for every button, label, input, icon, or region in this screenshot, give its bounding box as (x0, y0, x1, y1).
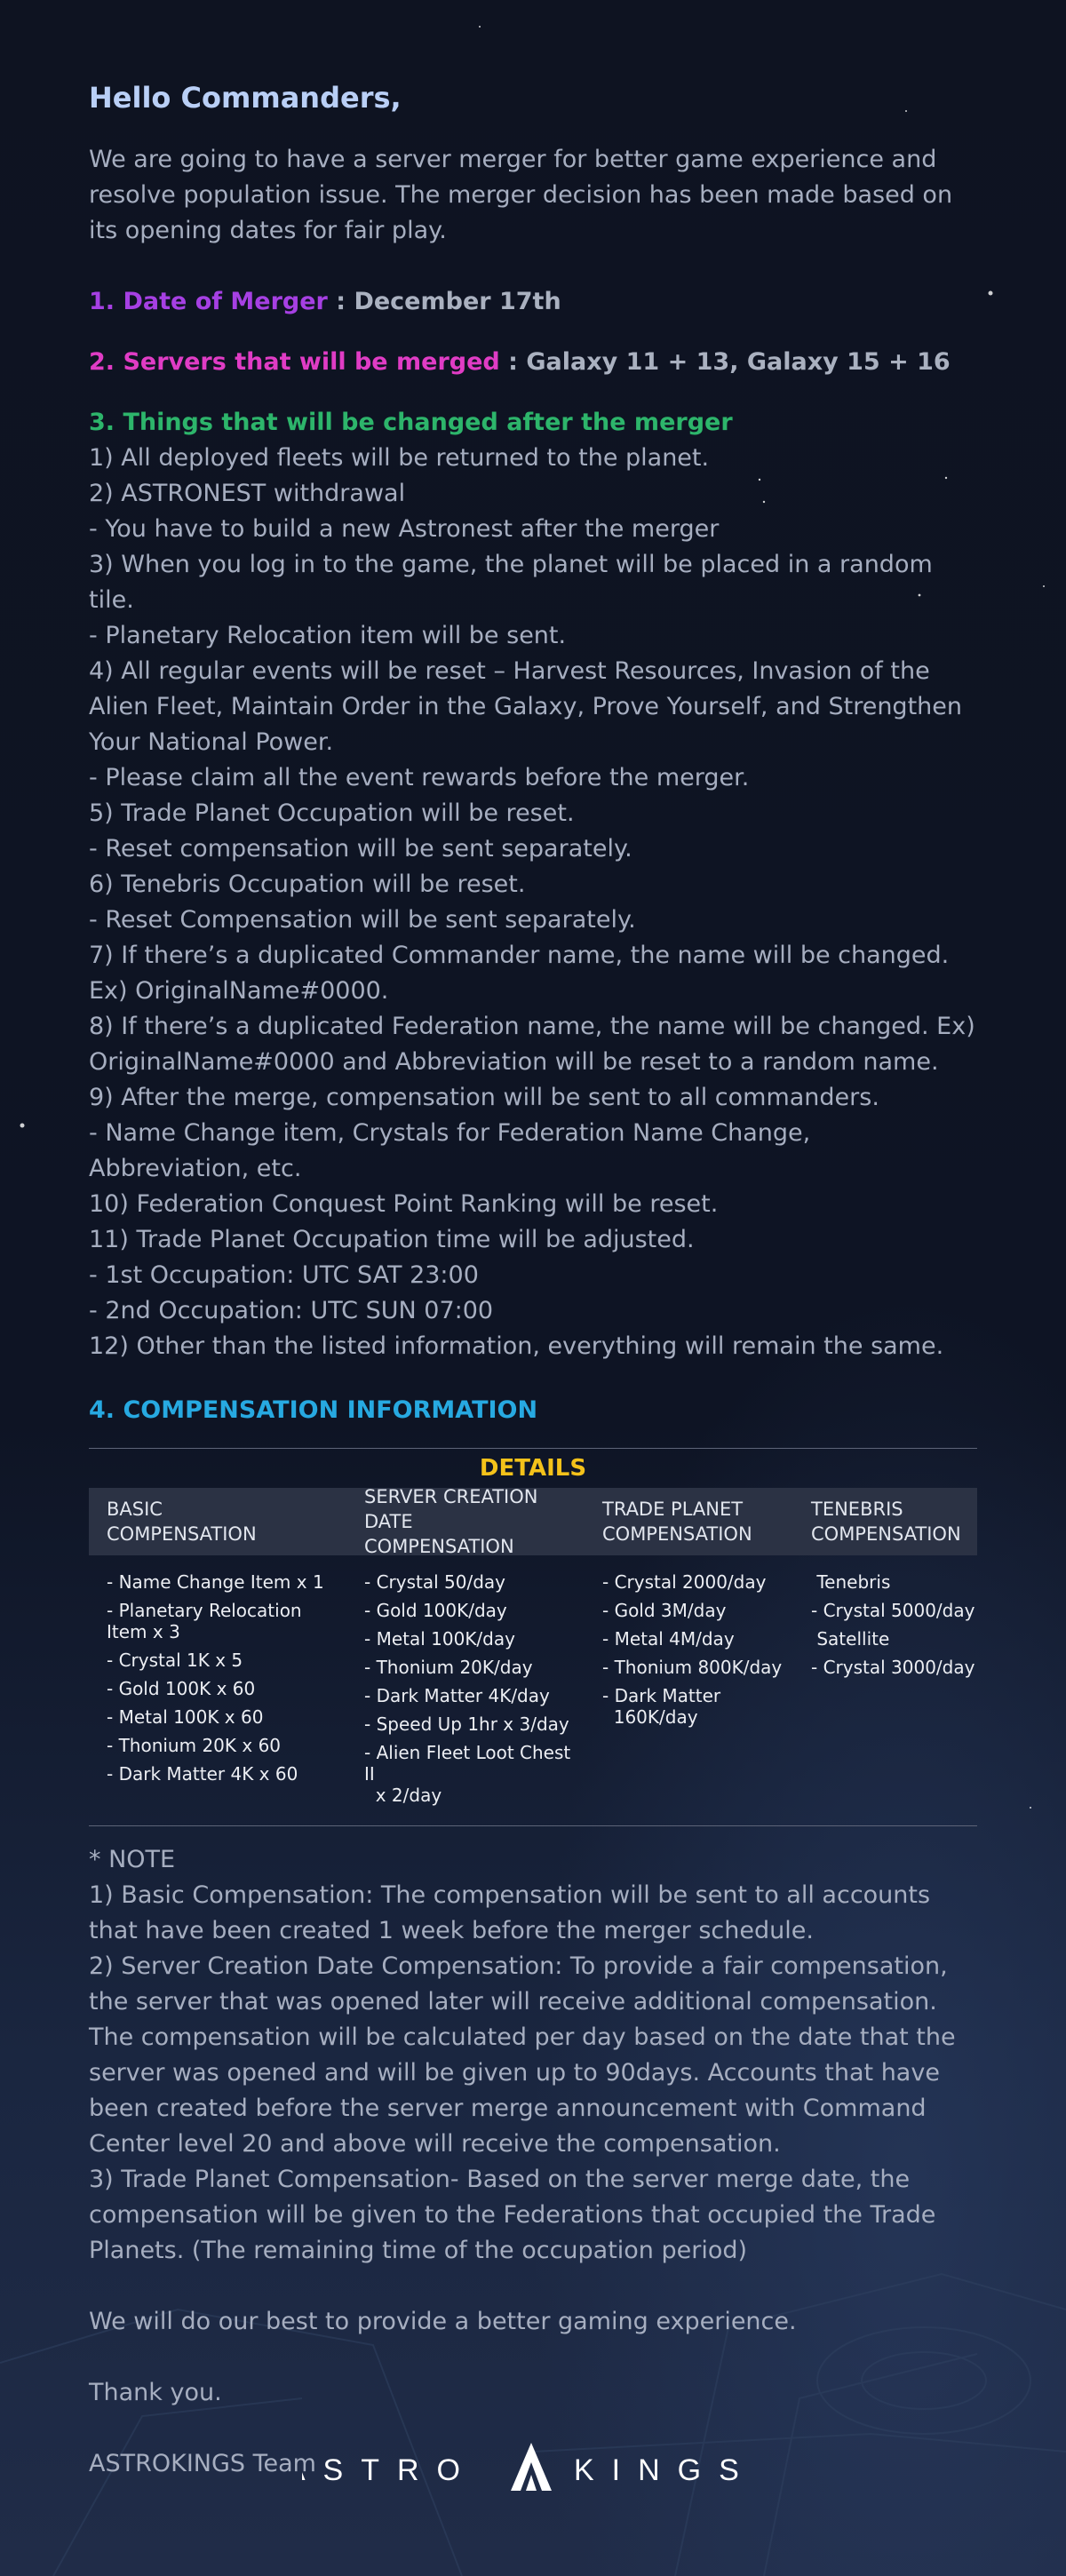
change-item: - Name Change item, Crystals for Federation Name Change, Abbreviation, etc. (89, 1119, 811, 1182)
compensation-item: - Metal 4M/day (602, 1628, 735, 1650)
change-item: 12) Other than the listed information, everything will remain the same. (89, 1332, 944, 1360)
compensation-table (89, 1448, 977, 1826)
compensation-item: Tenebris (811, 1571, 891, 1593)
closing-line: We will do our best to provide a better gaming experience. (89, 2308, 797, 2335)
compensation-item: - Metal 100K/day (364, 1628, 515, 1650)
thanks-line: Thank you. (89, 2379, 222, 2406)
merged-servers-line (89, 345, 977, 380)
change-item: - Reset Compensation will be sent separately. (89, 906, 636, 934)
change-item: 4) All regular events will be reset – Harvest Resources, Invasion of the Alien Fleet, Maintain Order in the Galaxy, Prove Yourself, and Strengthen Your National Power. (89, 657, 962, 756)
compensation-item: - Gold 100K x 60 (107, 1678, 256, 1699)
column-basic (89, 1571, 346, 1813)
merged-servers-value: Galaxy 11 + 13, Galaxy 15 + 16 (526, 348, 951, 376)
compensation-item: - Speed Up 1hr x 3/day (364, 1713, 569, 1735)
compensation-item: Satellite (811, 1628, 890, 1650)
change-item: 5) Trade Planet Occupation will be reset. (89, 799, 575, 827)
change-item: 8) If there’s a duplicated Federation name, the name will be changed. Ex) OriginalName#0000 and Abbreviation will be reset to a random name. (89, 1013, 975, 1076)
signature-line: ASTROKINGS Team (89, 2450, 316, 2477)
changes-list (89, 441, 977, 1364)
header-trade-planet: TRADE PLANET COMPENSATION (602, 1499, 752, 1545)
note-item: 1) Basic Compensation: The compensation will be sent to all accounts that have been created 1 week before the merger schedule. (89, 1881, 931, 1944)
change-item: 10) Federation Conquest Point Ranking will be reset. (89, 1190, 719, 1218)
compensation-item: - Thonium 20K x 60 (107, 1735, 282, 1756)
astrokings-logo (0, 2432, 1066, 2507)
compensation-item: - Alien Fleet Loot Chest II x 2/day (364, 1742, 571, 1806)
change-item: 9) After the merge, compensation will be sent to all commanders. (89, 1084, 879, 1111)
change-item: - Planetary Relocation item will be sent. (89, 622, 567, 649)
change-item: 6) Tenebris Occupation will be reset. (89, 871, 526, 898)
change-item: 1) All deployed fleets will be returned to the planet. (89, 444, 710, 472)
header-server-creation: SERVER CREATION DATE COMPENSATION (364, 1486, 538, 1557)
compensation-item: - Crystal 50/day (364, 1571, 506, 1593)
table-title: DETAILS (479, 1455, 587, 1482)
announcement (89, 80, 977, 2482)
note-item: 2) Server Creation Date Compensation: To provide a fair compensation, the server that was opened later will receive additional compensation. The compensation will be calculated per day based on the date that the server was opened and will be given up to 90days. Accounts that have been created before the server merge announcement with Command Center level 20 and above will receive the compensation. (89, 1952, 956, 2158)
compensation-item: - Gold 100K/day (364, 1600, 507, 1621)
table-body (89, 1555, 977, 1825)
compensation-item: - Planetary Relocation Item x 3 (107, 1600, 307, 1642)
change-item: - Please claim all the event rewards before the merger. (89, 764, 750, 791)
header-tenebris: TENEBRIS COMPENSATION (811, 1499, 961, 1545)
compensation-item: - Metal 100K x 60 (107, 1706, 264, 1728)
compensation-item: - Crystal 1K x 5 (107, 1650, 243, 1671)
compensation-item: - Dark Matter 4K/day (364, 1685, 550, 1706)
logo-flame-icon (526, 2475, 537, 2491)
column-tenebris (793, 1571, 977, 1813)
intro-paragraph: We are going to have a server merger for better game experience and resolve population issue. The merger decision has been made based on its opening dates for fair play. (89, 146, 953, 244)
column-trade-planet (585, 1571, 793, 1813)
compensation-item: - Name Change Item x 1 (107, 1571, 324, 1593)
compensation-item: - Dark Matter 160K/day (602, 1685, 721, 1728)
header-basic: BASIC COMPENSATION (107, 1499, 257, 1545)
change-item: 2) ASTRONEST withdrawal (89, 480, 406, 507)
change-item: - 2nd Occupation: UTC SUN 07:00 (89, 1297, 494, 1324)
note-heading: * NOTE (89, 1846, 176, 1873)
compensation-item: - Thonium 800K/day (602, 1657, 783, 1678)
table-header-row (89, 1488, 977, 1555)
merger-date-line (89, 284, 977, 320)
merged-servers-separator: : (499, 348, 527, 376)
change-item: 3) When you log in to the game, the planet will be placed in a random tile. (89, 551, 933, 614)
merger-date-label: 1. Date of Merger (89, 288, 328, 315)
note-item: 3) Trade Planet Compensation- Based on the server merge date, the compensation will be given to the Federations that occupied the Trade Planets. (The remaining time of the occupation period) (89, 2166, 936, 2264)
compensation-item: - Dark Matter 4K x 60 (107, 1763, 298, 1785)
logo-text-left: ASTRO (302, 2453, 478, 2487)
notes-section (89, 1842, 977, 2269)
changes-heading: 3. Things that will be changed after the merger (89, 409, 733, 436)
merged-servers-label: 2. Servers that will be merged (89, 348, 500, 376)
compensation-item: - Crystal 2000/day (602, 1571, 767, 1593)
merger-date-value: December 17th (354, 288, 561, 315)
logo-text-right: KINGS (574, 2453, 757, 2487)
change-item: - Reset compensation will be sent separately. (89, 835, 632, 863)
compensation-item: - Gold 3M/day (602, 1600, 727, 1621)
change-item: 11) Trade Planet Occupation time will be adjusted. (89, 1226, 695, 1253)
column-server-creation (346, 1571, 585, 1813)
compensation-heading: 4. COMPENSATION INFORMATION (89, 1396, 538, 1424)
compensation-item: - Thonium 20K/day (364, 1657, 533, 1678)
greeting-heading: Hello Commanders, (89, 81, 402, 115)
compensation-item: - Crystal 5000/day (811, 1600, 975, 1621)
change-item: - You have to build a new Astronest after the merger (89, 515, 720, 543)
merger-date-separator: : (327, 288, 354, 315)
compensation-item: - Crystal 3000/day (811, 1657, 975, 1678)
change-item: - 1st Occupation: UTC SAT 23:00 (89, 1261, 479, 1289)
logo-mark (302, 2432, 764, 2503)
change-item: 7) If there’s a duplicated Commander name, the name will be changed. Ex) OriginalName#0000. (89, 942, 950, 1005)
